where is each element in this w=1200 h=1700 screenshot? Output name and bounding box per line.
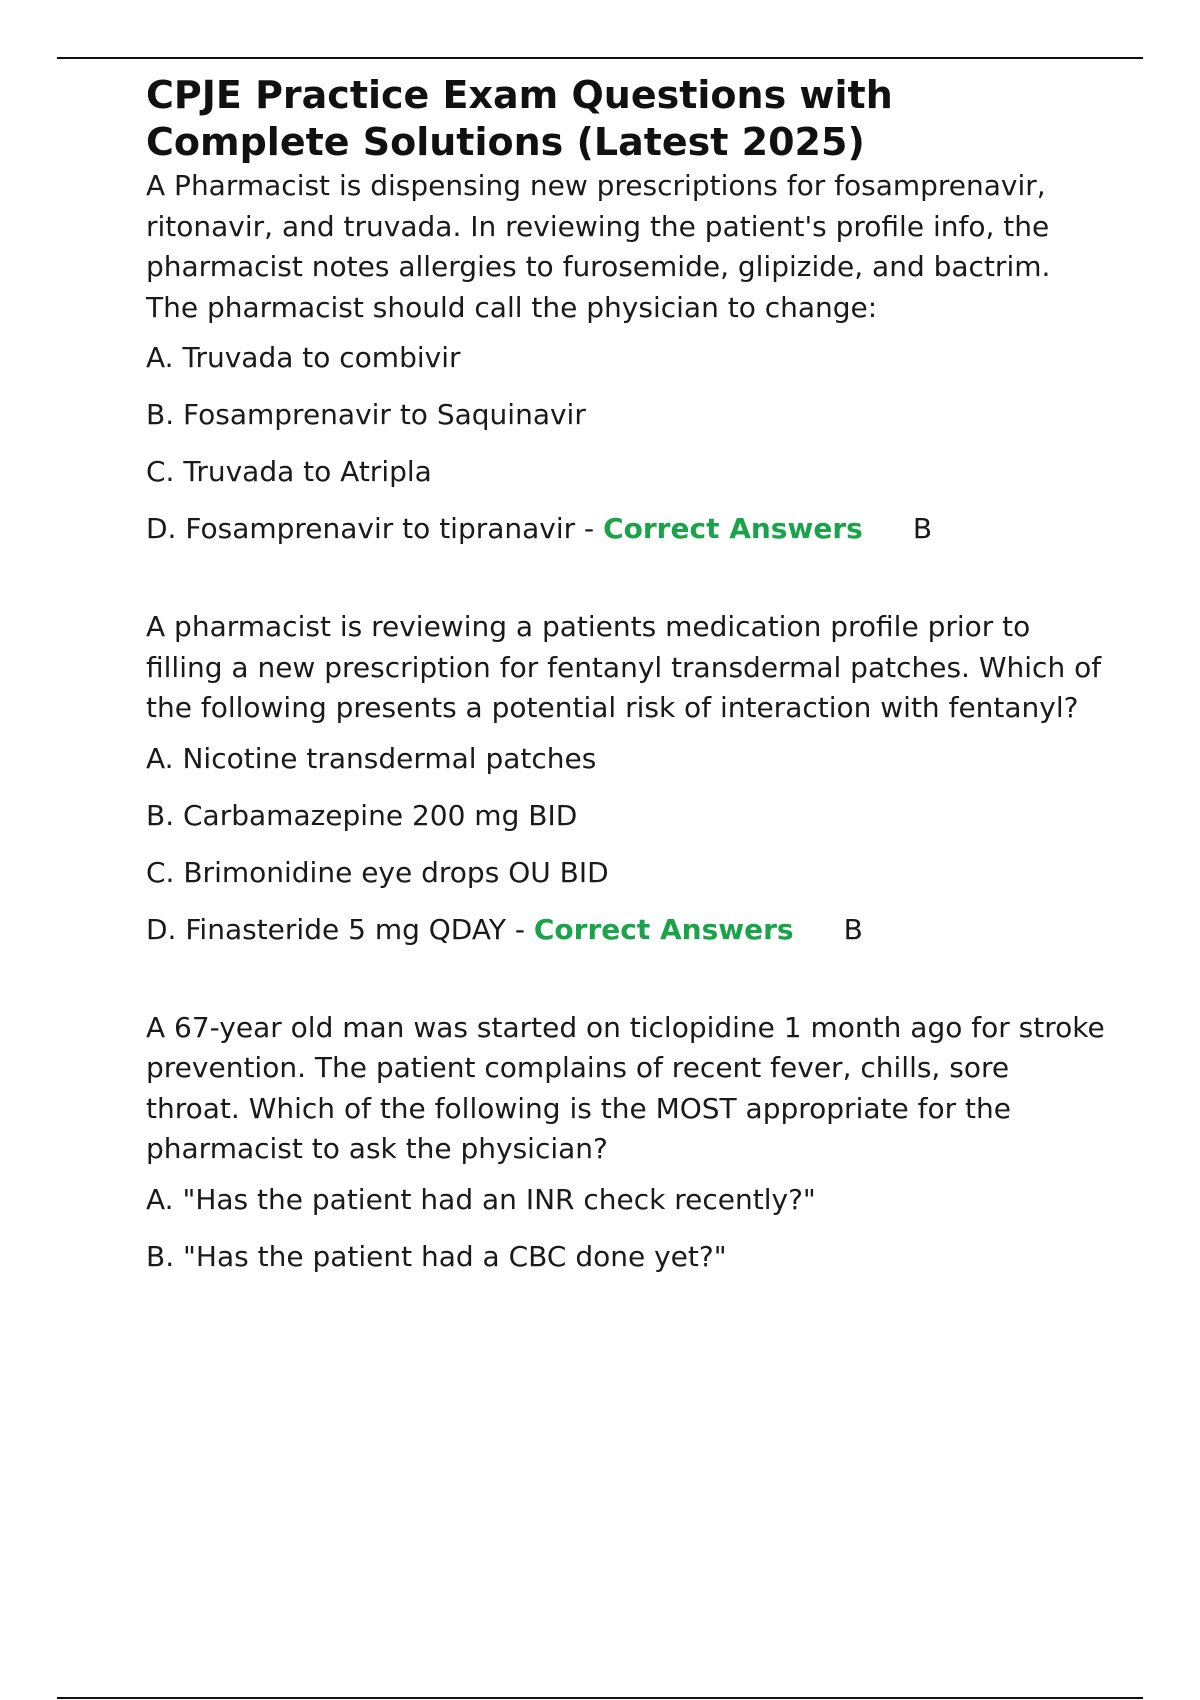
question-2-option-b: B. Carbamazepine 200 mg BID bbox=[146, 798, 578, 832]
question-3-option-a: A. "Has the patient had an INR check recently?" bbox=[146, 1182, 816, 1216]
question-2-correct-label: Correct Answers bbox=[533, 912, 794, 946]
question-1-option-b: B. Fosamprenavir to Saquinavir bbox=[146, 398, 586, 431]
question-1 bbox=[146, 166, 1106, 549]
title-line-2: Complete Solutions (Latest 2025) bbox=[146, 120, 865, 164]
question-1-option-c: C. Truvada to Atripla bbox=[146, 455, 432, 488]
question-1-correct-label: Correct Answers bbox=[603, 512, 863, 545]
question-2-answer: B bbox=[843, 912, 863, 946]
question-2-option-d-text: D. Finasteride 5 mg QDAY - bbox=[146, 912, 534, 946]
top-rule bbox=[57, 57, 1143, 59]
question-3-text: A 67-year old man was started on ticlopidine 1 month ago for stroke prevention. The patient complains of recent fever, chills, sore throat. Which of the following is the MOST appropriate for the pharmacist to ask the physician? bbox=[146, 1010, 1105, 1165]
question-1-answer: B bbox=[912, 512, 933, 545]
question-1-text: A Pharmacist is dispensing new prescriptions for fosamprenavir, ritonavir, and truvada. In reviewing the patient's profile info, the pharmacist notes allergies to furosemide, glipizide, and bactrim. The pharmacist should call the physician to change: bbox=[146, 169, 1051, 324]
question-2-option-a: A. Nicotine transdermal patches bbox=[146, 741, 597, 775]
question-1-option-d-text: D. Fosamprenavir to tipranavir - bbox=[146, 512, 604, 545]
question-1-option-d bbox=[146, 509, 1106, 549]
question-3-option-b: B. "Has the patient had a CBC done yet?" bbox=[146, 1239, 727, 1273]
bottom-rule bbox=[57, 1697, 1143, 1699]
question-2 bbox=[146, 607, 1106, 950]
question-2-option-c: C. Brimonidine eye drops OU BID bbox=[146, 855, 609, 889]
question-2-option-d bbox=[146, 910, 1106, 950]
question-3 bbox=[146, 1008, 1106, 1277]
page-content bbox=[146, 72, 1106, 1294]
document-title bbox=[146, 72, 1106, 166]
question-1-option-a: A. Truvada to combivir bbox=[146, 341, 461, 374]
question-2-text: A pharmacist is reviewing a patients medication profile prior to filling a new prescription for fentanyl transdermal patches. Which of the following presents a potential risk of interaction with fentanyl? bbox=[146, 610, 1102, 724]
title-line-1: CPJE Practice Exam Questions with bbox=[146, 73, 893, 117]
